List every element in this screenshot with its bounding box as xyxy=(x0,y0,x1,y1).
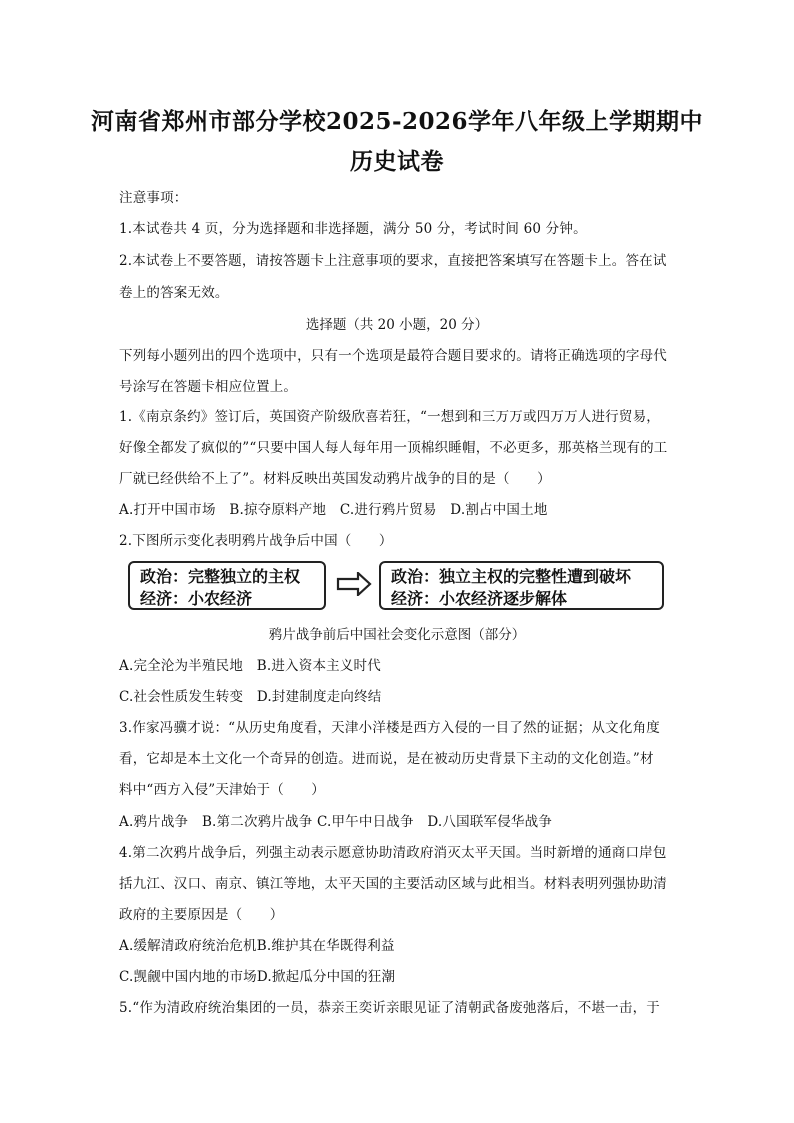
section-instruction-line-1: 下列每小题列出的四个选项中，只有一个选项是最符合题目要求的。请将正确选项的字母代 xyxy=(119,348,667,364)
q3-stem-line-3: 料中“西方入侵”天津始于（ ） xyxy=(119,782,326,798)
notes-item-2-line-1: 2.本试卷上不要答题，请按答题卡上注意事项的要求，直接把答案填写在答题卡上。答在试 xyxy=(119,253,667,269)
q4-options-line-1: A.缓解清政府统治危机B.维护其在华既得利益 xyxy=(119,938,395,954)
exam-title: 河南省郑州市部分学校2025-2026学年八年级上学期期中 xyxy=(90,108,704,135)
q3-options: A.鸦片战争 B.第二次鸦片战争 C.甲午中日战争 D.八国联军侵华战争 xyxy=(119,814,553,830)
q1-stem-line-1: 1.《南京条约》签订后，英国资产阶级欣喜若狂，“一想到和三万万或四万万人进行贸易， xyxy=(119,409,660,425)
diagram-caption: 鸦片战争前后中国社会变化示意图（部分） xyxy=(268,627,526,643)
notes-item-2-line-2: 卷上的答案无效。 xyxy=(119,285,229,301)
q1-stem-line-3: 厂就已经供给不上了”。材料反映出英国发动鸦片战争的目的是（ ） xyxy=(119,471,551,487)
q1-stem-line-2: 好像全都发了疯似的”“只要中国人每人每年用一顶棉织睡帽，不必更多，那英格兰现有的工 xyxy=(119,440,668,456)
diagram-before-politics: 政治：完整独立的主权 xyxy=(140,567,301,586)
q1-options: A.打开中国市场 B.掠夺原料产地 C.进行鸦片贸易 D.割占中国土地 xyxy=(119,502,548,518)
q4-stem-line-2: 括九江、汉口、南京、镇江等地，太平天国的主要活动区域与此相当。材料表明列强协助清 xyxy=(119,876,667,892)
q3-stem-line-2: 看，它却是本土文化一个奇异的创造。进而说，是在被动历史背景下主动的文化创造。”材 xyxy=(119,751,654,767)
section-instruction-line-2: 号涂写在答题卡相应位置上。 xyxy=(119,379,298,395)
diagram-before-economy: 经济：小农经济 xyxy=(140,589,253,608)
right-arrow-icon xyxy=(336,572,372,596)
q4-stem-line-3: 政府的主要原因是（ ） xyxy=(119,907,284,923)
diagram-after-economy: 经济：小农经济逐步解体 xyxy=(391,589,568,608)
notes-heading: 注意事项： xyxy=(119,190,188,206)
q4-stem-line-1: 4.第二次鸦片战争后，列强主动表示愿意协助清政府消灭太平天国。当时新增的通商口岸包 xyxy=(119,845,667,861)
exam-subject-title: 历史试卷 xyxy=(350,148,444,175)
diagram-after-politics: 政治：独立主权的完整性遭到破坏 xyxy=(391,567,632,586)
q5-stem-line-1: 5.“作为清政府统治集团的一员，恭亲王奕䜣亲眼见证了清朝武备废弛落后，不堪一击，于 xyxy=(119,1000,660,1016)
section-heading: 选择题（共 20 小题，20 分） xyxy=(305,317,489,333)
q3-stem-line-1: 3.作家冯骥才说：“从历史角度看，天津小洋楼是西方入侵的一目了然的证据；从文化角度 xyxy=(119,720,660,736)
notes-item-1: 1.本试卷共 4 页，分为选择题和非选择题，满分 50 分，考试时间 60 分钟。 xyxy=(119,221,587,237)
q2-stem: 2.下图所示变化表明鸦片战争后中国（ ） xyxy=(119,533,393,549)
q4-options-line-2: C.觊觎中国内地的市场D.掀起瓜分中国的狂潮 xyxy=(119,969,396,985)
q2-options-line-2: C.社会性质发生转变 D.封建制度走向终结 xyxy=(119,689,382,705)
q2-options-line-1: A.完全沦为半殖民地 B.进入资本主义时代 xyxy=(119,658,381,674)
diagram-before-box xyxy=(128,561,326,610)
diagram-after-box xyxy=(379,561,664,610)
